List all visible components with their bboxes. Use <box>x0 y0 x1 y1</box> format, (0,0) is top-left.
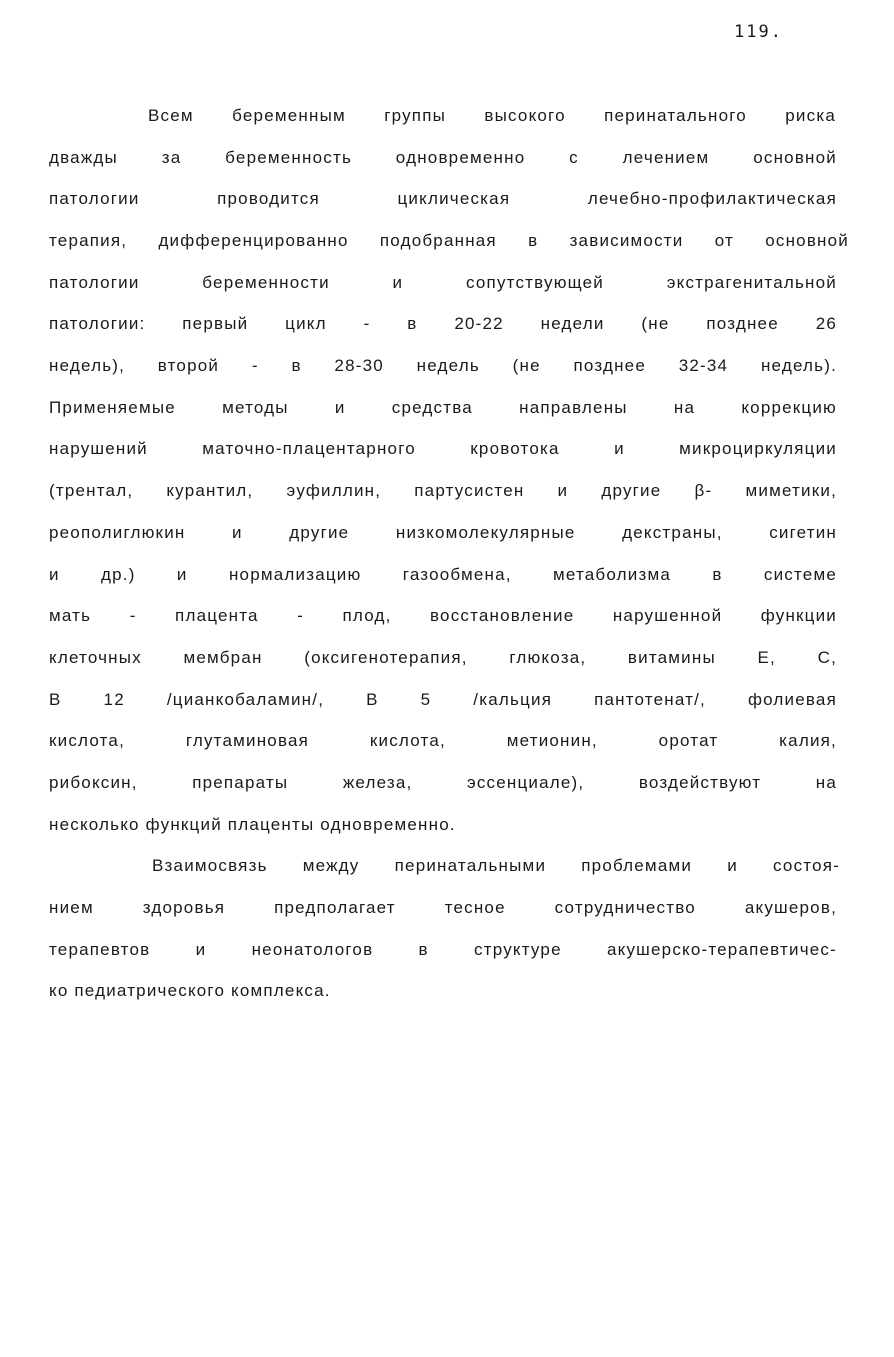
paragraph-1-line: реополиглюкин и другие низкомолекулярные декстраны, сигетин <box>49 523 837 542</box>
paragraph-1-line: патологии: первый цикл - в 20-22 недели (не позднее 26 <box>49 314 837 333</box>
paragraph-1-line: мать - плацента - плод, восстановление нарушенной функции <box>49 606 837 625</box>
paragraph-1-line: Всем беременным группы высокого перинатального риска <box>148 106 836 125</box>
paragraph-1-line: нарушений маточно-плацентарного кровотока и микроциркуляции <box>49 439 837 458</box>
paragraph-1-line: дважды за беременность одновременно с лечением основной <box>49 148 837 167</box>
page-number: 119. <box>734 22 783 42</box>
paragraph-1-line: (трентал, курантил, эуфиллин, партусистен и другие β- миметики, <box>49 481 837 500</box>
paragraph-2-line: нием здоровья предполагает тесное сотрудничество акушеров, <box>49 898 837 917</box>
paragraph-1-line: патологии проводится циклическая лечебно-профилактическая <box>49 189 837 208</box>
paragraph-1-line: Применяемые методы и средства направлены на коррекцию <box>49 398 837 417</box>
paragraph-1-line: клеточных мембран (оксигенотерапия, глюкоза, витамины Е, С, <box>49 648 837 667</box>
paragraph-1-line: рибоксин, препараты железа, эссенциале), воздействуют на <box>49 773 837 792</box>
paragraph-1-line: несколько функций плаценты одновременно. <box>49 815 456 834</box>
paragraph-2-line: терапевтов и неонатологов в структуре акушерско-терапевтичес- <box>49 940 837 959</box>
paragraph-1-line: недель), второй - в 28-30 недель (не позднее 32-34 недель). <box>49 356 837 375</box>
paragraph-2-line: Взаимосвязь между перинатальными проблемами и состоя- <box>152 856 840 875</box>
paragraph-1-line: терапия, дифференцированно подобранная в зависимости от основной <box>49 231 849 250</box>
paragraph-1-line: кислота, глутаминовая кислота, метионин, оротат калия, <box>49 731 837 750</box>
paragraph-1-line: В 12 /цианкобаламин/, В 5 /кальция пантотенат/, фолиевая <box>49 690 837 709</box>
paragraph-1-line: и др.) и нормализацию газообмена, метаболизма в системе <box>49 565 837 584</box>
paragraph-1-line: патологии беременности и сопутствующей экстрагенитальной <box>49 273 837 292</box>
paragraph-2-line: ко педиатрического комплекса. <box>49 981 331 1000</box>
